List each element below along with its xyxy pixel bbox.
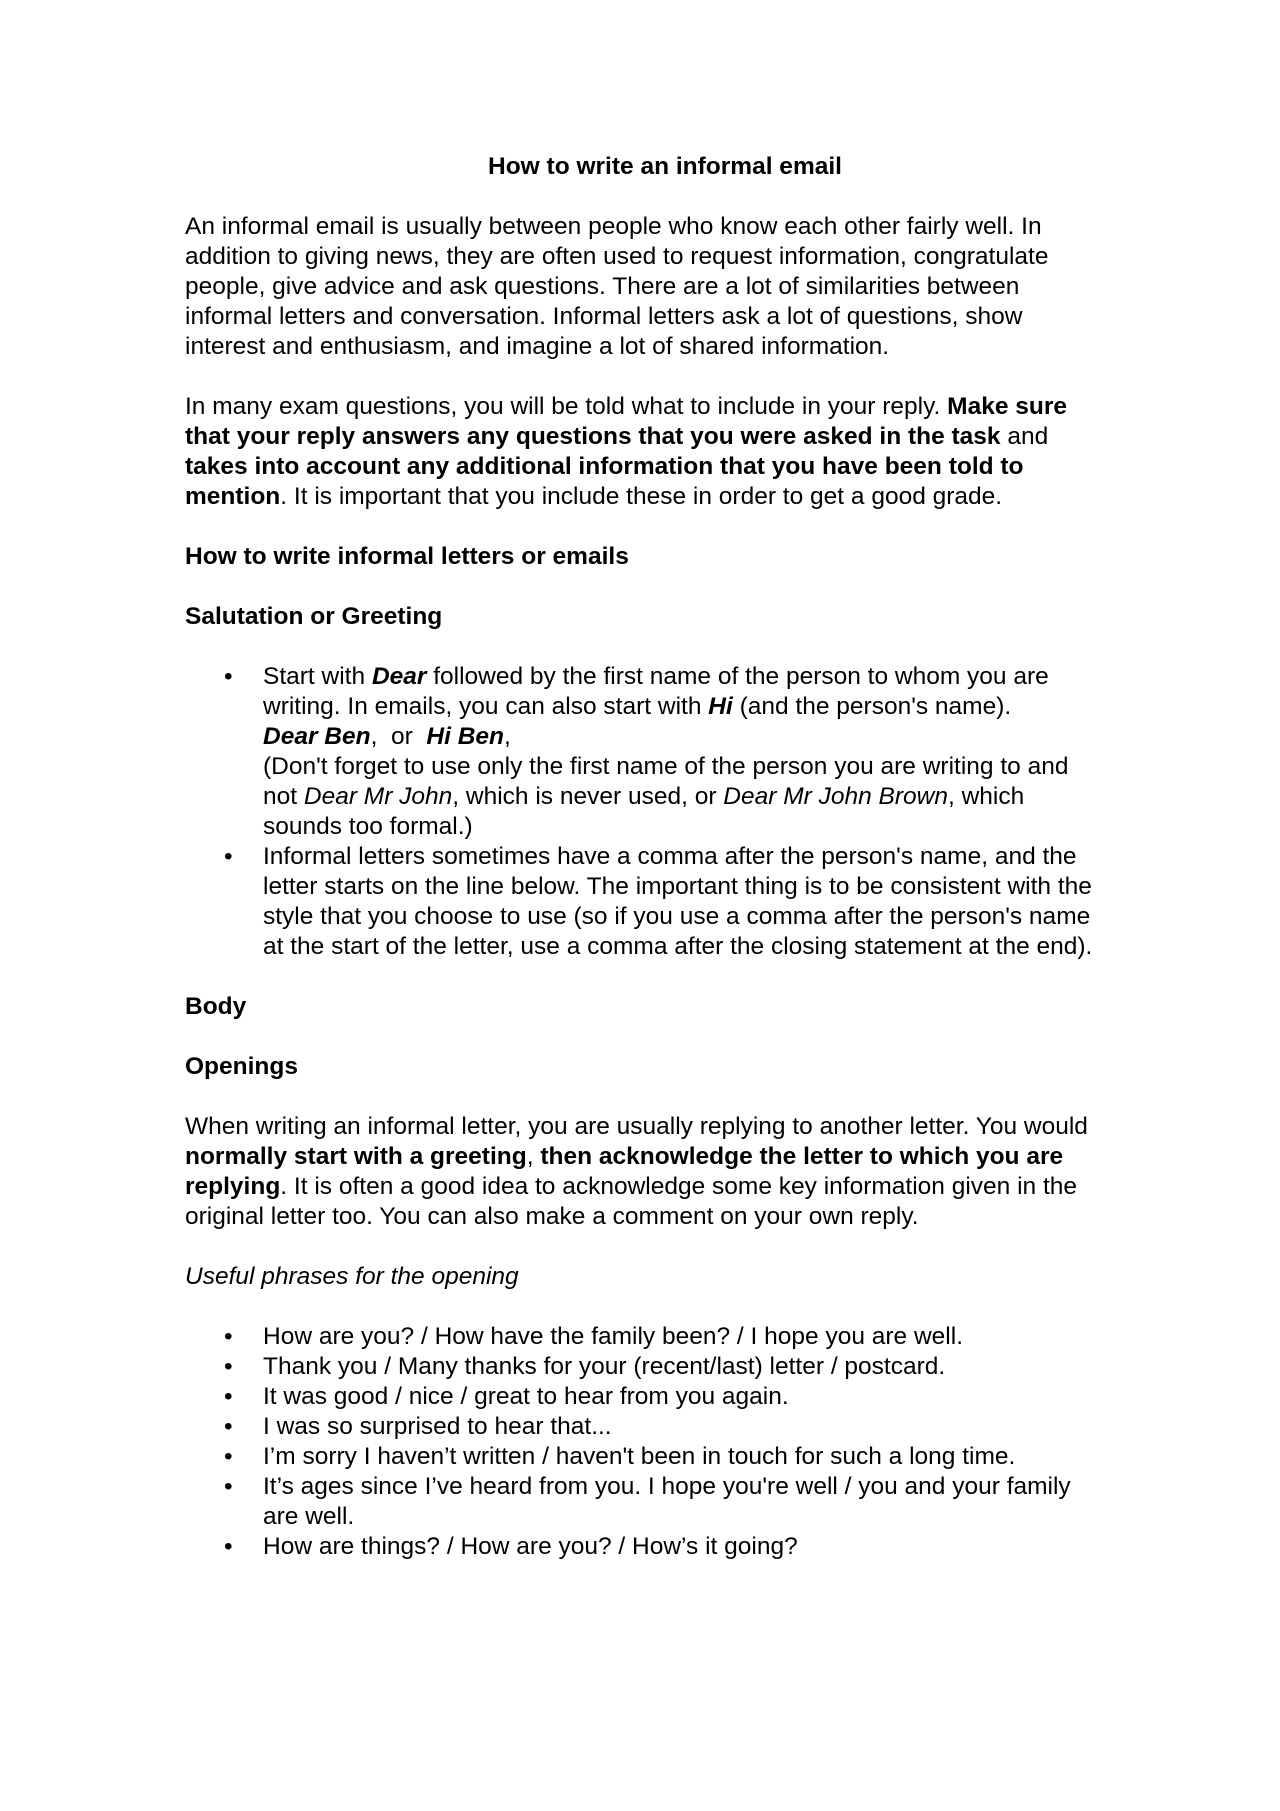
phrase-text: I was so surprised to hear that...	[263, 1413, 612, 1440]
list-item	[185, 1442, 1105, 1472]
list-item	[185, 1352, 1105, 1382]
bullet-icon: •	[224, 1413, 233, 1440]
exam-paragraph	[185, 392, 1105, 512]
bullet-icon: •	[224, 843, 233, 870]
list-item	[185, 662, 1105, 842]
exam-text-3: . It is important that you include these in order to get a good grade.	[280, 483, 1003, 510]
exam-text-2: and	[1000, 423, 1049, 450]
exam-bold-2: takes into account any additional information that you have been told to mention	[185, 453, 1024, 510]
phrases-list	[185, 1322, 1105, 1562]
phrases-heading: Useful phrases for the opening	[185, 1263, 519, 1290]
list-item	[185, 1532, 1105, 1562]
phrase-text: It’s ages since I’ve heard from you. I hope you're well / you and your family are well.	[263, 1473, 1071, 1530]
openings-text-3: . It is often a good idea to acknowledge some key information given in the original letter too. You can also make a comment on your own reply.	[185, 1173, 1078, 1230]
example-separator: , or	[370, 723, 427, 750]
intro-paragraph: An informal email is usually between people who know each other fairly well. In addition to giving news, they are often used to request information, congratulate people, give advice and ask questions. There are a lot of similarities between informal letters and conversation. Informal letters ask a lot of questions, show interest and enthusiasm, and imagine a lot of shared information.	[185, 213, 1049, 360]
list-item	[185, 1322, 1105, 1352]
page-title: How to write an informal email	[488, 153, 842, 180]
salutation-text-1: Start with	[263, 663, 372, 690]
bullet-icon: •	[224, 1323, 233, 1350]
exam-text-1: In many exam questions, you will be told what to include in your reply.	[185, 393, 948, 420]
example-hi: Hi Ben	[426, 723, 504, 750]
note-text-3: , which sounds too formal.)	[263, 783, 1025, 840]
openings-bold-2: then acknowledge the letter to which you are replying	[185, 1143, 1064, 1200]
list-item	[185, 1382, 1105, 1412]
note-wrong-1: Dear Mr John	[303, 783, 453, 810]
phrase-text: Thank you / Many thanks for your (recent/last) letter / postcard.	[263, 1353, 946, 1380]
example-dear: Dear Ben	[263, 723, 371, 750]
salutation-hi: Hi	[708, 693, 733, 720]
salutation-dear: Dear	[371, 663, 427, 690]
bullet-icon: •	[224, 1353, 233, 1380]
salutation-note	[263, 752, 1105, 842]
list-item	[185, 1472, 1105, 1532]
salutation-heading: Salutation or Greeting	[185, 603, 443, 630]
salutation-bullet-2-text: Informal letters sometimes have a comma after the person's name, and the letter starts on the line below. The important thing is to be consistent with the style that you choose to use (so if you use a comma after the person's name at the start of the letter, use a comma after the closing statement at the end).	[263, 843, 1093, 960]
phrase-text: How are you? / How have the family been? / I hope you are well.	[263, 1323, 963, 1350]
openings-heading: Openings	[185, 1053, 298, 1080]
salutation-text-3: (and the person's name).	[732, 693, 1012, 720]
salutation-list	[185, 662, 1105, 962]
bullet-icon: •	[224, 663, 233, 690]
openings-paragraph	[185, 1112, 1105, 1232]
example-end: ,	[504, 723, 511, 750]
bullet-icon: •	[224, 1443, 233, 1470]
bullet-icon: •	[224, 1533, 233, 1560]
note-text-1: (Don't forget to use only the first name of the person you are writing to and not	[263, 753, 1069, 810]
openings-bold-1: normally start with a greeting	[185, 1143, 527, 1170]
note-wrong-2: Dear Mr John Brown	[723, 783, 948, 810]
openings-text-1: When writing an informal letter, you are usually replying to another letter. You would	[185, 1113, 1088, 1140]
bullet-icon: •	[224, 1383, 233, 1410]
document-content	[185, 152, 1105, 1592]
bullet-icon: •	[224, 1473, 233, 1500]
section-heading: How to write informal letters or emails	[185, 543, 629, 570]
phrase-text: How are things? / How are you? / How’s it going?	[263, 1533, 798, 1560]
salutation-example	[263, 722, 1105, 752]
list-item	[185, 1412, 1105, 1442]
salutation-text-2: followed by the first name of the person to whom you are writing. In emails, you can also start with	[263, 663, 1049, 720]
exam-bold-1: Make sure that your reply answers any questions that you were asked in the task	[185, 393, 1068, 450]
phrase-text: I’m sorry I haven’t written / haven't been in touch for such a long time.	[263, 1443, 1016, 1470]
list-item	[185, 842, 1105, 962]
phrase-text: It was good / nice / great to hear from you again.	[263, 1383, 789, 1410]
note-text-2: , which is never used, or	[452, 783, 724, 810]
body-heading: Body	[185, 993, 247, 1020]
openings-text-2: ,	[526, 1143, 541, 1170]
